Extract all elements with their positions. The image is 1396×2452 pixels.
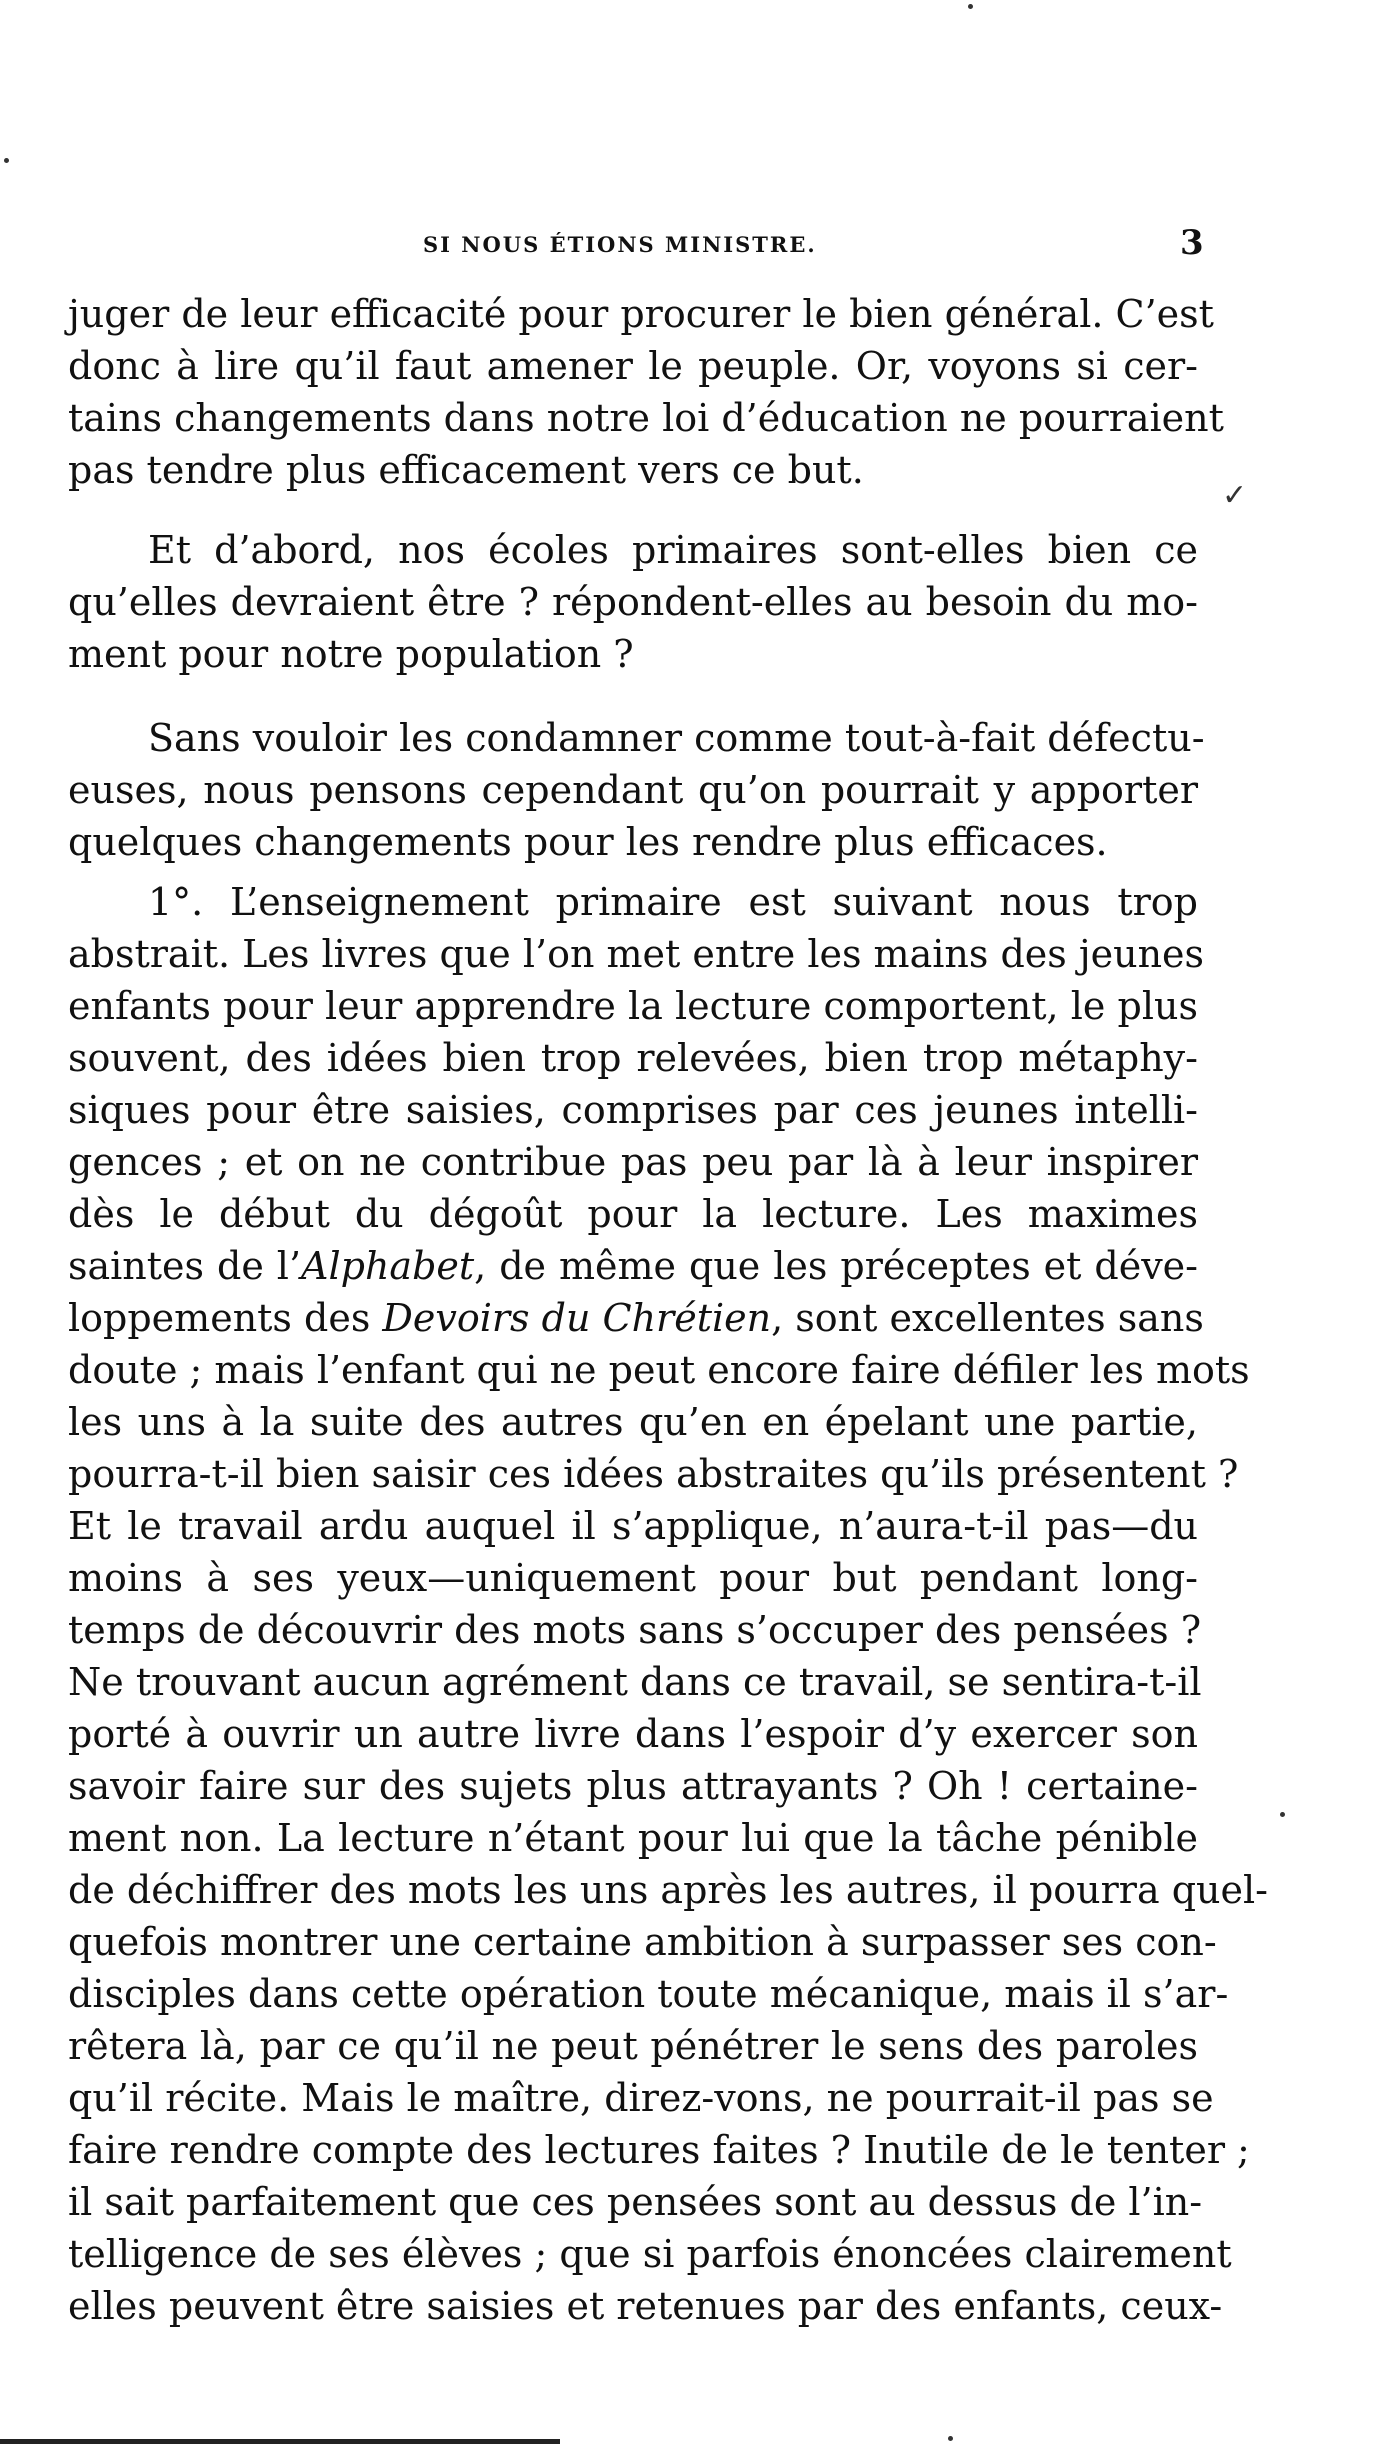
- text-line: euses, nous pensons cependant qu’on pourrait y apporter: [68, 768, 1198, 812]
- text-line: faire rendre compte des lectures faites ? Inutile de le tenter ;: [68, 2128, 1250, 2172]
- text-line: Sans vouloir les condamner comme tout-à-fait défectu-: [148, 716, 1205, 760]
- page-number: 3: [1180, 223, 1204, 263]
- text-line: doute ; mais l’enfant qui ne peut encore faire défiler les mots: [68, 1348, 1250, 1392]
- scan-edge-line: [0, 2439, 560, 2444]
- text-line: Et le travail ardu auquel il s’applique, n’aura-t-il pas—du: [68, 1504, 1198, 1548]
- text-line: ment pour notre population ?: [68, 632, 634, 676]
- text-line: savoir faire sur des sujets plus attrayants ? Oh ! certaine-: [68, 1764, 1198, 1808]
- text-line: de déchiffrer des mots les uns après les autres, il pourra quel-: [68, 1868, 1268, 1912]
- text-line: donc à lire qu’il faut amener le peuple. Or, voyons si cer-: [68, 344, 1198, 388]
- scan-speck: [4, 158, 9, 163]
- text-line: abstrait. Les livres que l’on met entre les mains des jeunes: [68, 932, 1205, 976]
- text-line: 1°. L’enseignement primaire est suivant nous trop: [148, 880, 1198, 924]
- text-line: quefois montrer une certaine ambition à surpasser ses con-: [68, 1920, 1217, 1964]
- text-line: ment non. La lecture n’étant pour lui que la tâche pénible: [68, 1816, 1198, 1860]
- text-line: qu’elles devraient être ? répondent-elles au besoin du mo-: [68, 580, 1198, 624]
- text-line: dès le début du dégoût pour la lecture. Les maximes: [68, 1192, 1198, 1236]
- text-line: Ne trouvant aucun agrément dans ce travail, se sentira-t-il: [68, 1660, 1202, 1704]
- text-line: siques pour être saisies, comprises par ces jeunes intelli-: [68, 1088, 1198, 1132]
- text-line: enfants pour leur apprendre la lecture comportent, le plus: [68, 984, 1198, 1028]
- text-line: qu’il récite. Mais le maître, direz-vons, ne pourrait-il pas se: [68, 2076, 1214, 2120]
- text-line: pas tendre plus efficacement vers ce but.: [68, 448, 864, 492]
- text-line: elles peuvent être saisies et retenues par des enfants, ceux-: [68, 2284, 1223, 2328]
- margin-check-mark: ✓: [1222, 478, 1248, 513]
- book-title: Alphabet: [301, 1244, 475, 1288]
- scan-speck: [1280, 1812, 1285, 1817]
- text-line: porté à ouvrir un autre livre dans l’espoir d’y exercer son: [68, 1712, 1198, 1756]
- text-line: pourra-t-il bien saisir ces idées abstraites qu’ils présentent ?: [68, 1452, 1239, 1496]
- book-title: Devoirs du Chrétien: [382, 1296, 772, 1340]
- text-line: telligence de ses élèves ; que si parfois énoncées clairement: [68, 2232, 1232, 2276]
- text-line: juger de leur efficacité pour procurer le bien général. C’est: [68, 292, 1214, 336]
- text-line: souvent, des idées bien trop relevées, bien trop métaphy-: [68, 1036, 1198, 1080]
- text-line: temps de découvrir des mots sans s’occuper des pensées ?: [68, 1608, 1202, 1652]
- text-line: rêtera là, par ce qu’il ne peut pénétrer le sens des paroles: [68, 2024, 1198, 2068]
- scan-speck: [948, 2436, 953, 2441]
- text-line: gences ; et on ne contribue pas peu par là à leur inspirer: [68, 1140, 1198, 1184]
- text-line: saintes de l’Alphabet, de même que les préceptes et déve-: [68, 1244, 1199, 1288]
- text-line: quelques changements pour les rendre plus efficaces.: [68, 820, 1108, 864]
- text-line: Et d’abord, nos écoles primaires sont-elles bien ce: [148, 528, 1198, 572]
- text-line: loppements des Devoirs du Chrétien, sont excellentes sans: [68, 1296, 1204, 1340]
- text-line: il sait parfaitement que ces pensées sont au dessus de l’in-: [68, 2180, 1203, 2224]
- text-line: les uns à la suite des autres qu’en en épelant une partie,: [68, 1400, 1198, 1444]
- running-title: SI NOUS ÉTIONS MINISTRE.: [423, 232, 817, 257]
- text-line: moins à ses yeux—uniquement pour but pendant long-: [68, 1556, 1198, 1600]
- text-line: tains changements dans notre loi d’éducation ne pourraient: [68, 396, 1224, 440]
- scan-speck: [968, 4, 973, 9]
- text-line: disciples dans cette opération toute mécanique, mais il s’ar-: [68, 1972, 1229, 2016]
